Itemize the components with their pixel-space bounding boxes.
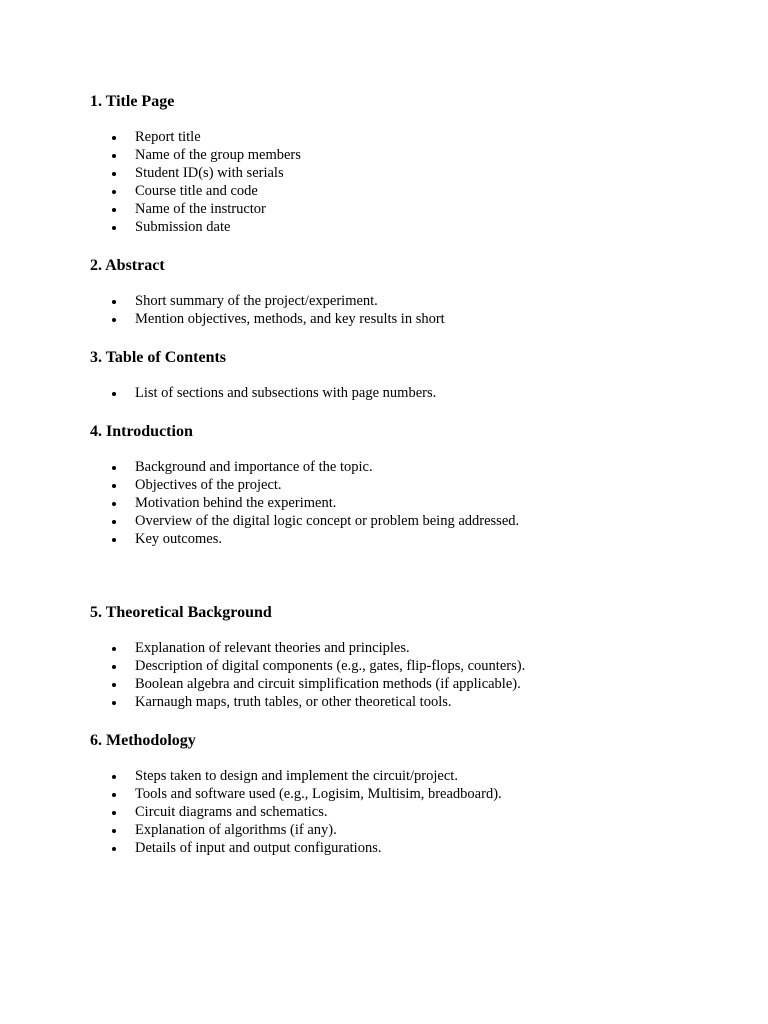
bullet-icon	[112, 154, 116, 158]
section-heading: 6. Methodology	[90, 732, 196, 749]
list-item: Tools and software used (e.g., Logisim, Multisim, breadboard).	[90, 785, 730, 803]
bullet-list	[90, 767, 730, 857]
section-heading: 1. Title Page	[90, 93, 175, 110]
list-item: List of sections and subsections with page numbers.	[90, 384, 730, 402]
bullet-icon	[112, 466, 116, 470]
list-item: Background and importance of the topic.	[90, 458, 730, 476]
bullet-icon	[112, 701, 116, 705]
section-heading: 2. Abstract	[90, 257, 165, 274]
bullet-list	[90, 384, 730, 402]
list-item: Submission date	[90, 218, 730, 236]
list-item: Circuit diagrams and schematics.	[90, 803, 730, 821]
bullet-icon	[112, 392, 116, 396]
bullet-icon	[112, 300, 116, 304]
bullet-icon	[112, 318, 116, 322]
section-abstract	[90, 256, 730, 328]
list-item: Motivation behind the experiment.	[90, 494, 730, 512]
bullet-icon	[112, 172, 116, 176]
bullet-icon	[112, 208, 116, 212]
bullet-icon	[112, 136, 116, 140]
list-item: Student ID(s) with serials	[90, 164, 730, 182]
bullet-list	[90, 128, 730, 236]
bullet-icon	[112, 829, 116, 833]
section-heading: 5. Theoretical Background	[90, 604, 272, 621]
bullet-icon	[112, 647, 116, 651]
bullet-list	[90, 458, 730, 548]
list-item: Steps taken to design and implement the circuit/project.	[90, 767, 730, 785]
list-item: Report title	[90, 128, 730, 146]
bullet-list	[90, 639, 730, 711]
list-item: Description of digital components (e.g., gates, flip-flops, counters).	[90, 657, 730, 675]
bullet-icon	[112, 665, 116, 669]
list-item: Boolean algebra and circuit simplification methods (if applicable).	[90, 675, 730, 693]
list-item: Explanation of relevant theories and principles.	[90, 639, 730, 657]
section-heading: 4. Introduction	[90, 423, 193, 440]
bullet-icon	[112, 793, 116, 797]
bullet-icon	[112, 484, 116, 488]
list-item: Explanation of algorithms (if any).	[90, 821, 730, 839]
bullet-icon	[112, 847, 116, 851]
list-item: Mention objectives, methods, and key results in short	[90, 310, 730, 328]
bullet-icon	[112, 538, 116, 542]
list-item: Name of the instructor	[90, 200, 730, 218]
bullet-icon	[112, 226, 116, 230]
section-table-of-contents	[90, 348, 730, 402]
bullet-icon	[112, 811, 116, 815]
list-item: Overview of the digital logic concept or problem being addressed.	[90, 512, 730, 530]
bullet-icon	[112, 775, 116, 779]
list-item: Key outcomes.	[90, 530, 730, 548]
list-item: Course title and code	[90, 182, 730, 200]
bullet-icon	[112, 502, 116, 506]
section-heading: 3. Table of Contents	[90, 349, 227, 366]
list-item: Name of the group members	[90, 146, 730, 164]
section-methodology	[90, 731, 730, 857]
bullet-list	[90, 292, 730, 328]
section-introduction	[90, 422, 730, 548]
bullet-icon	[112, 520, 116, 524]
bullet-icon	[112, 683, 116, 687]
bullet-icon	[112, 190, 116, 194]
section-title-page	[90, 92, 730, 236]
list-item: Karnaugh maps, truth tables, or other theoretical tools.	[90, 693, 730, 711]
section-theoretical-background	[90, 603, 730, 711]
list-item: Short summary of the project/experiment.	[90, 292, 730, 310]
list-item: Objectives of the project.	[90, 476, 730, 494]
list-item: Details of input and output configurations.	[90, 839, 730, 857]
